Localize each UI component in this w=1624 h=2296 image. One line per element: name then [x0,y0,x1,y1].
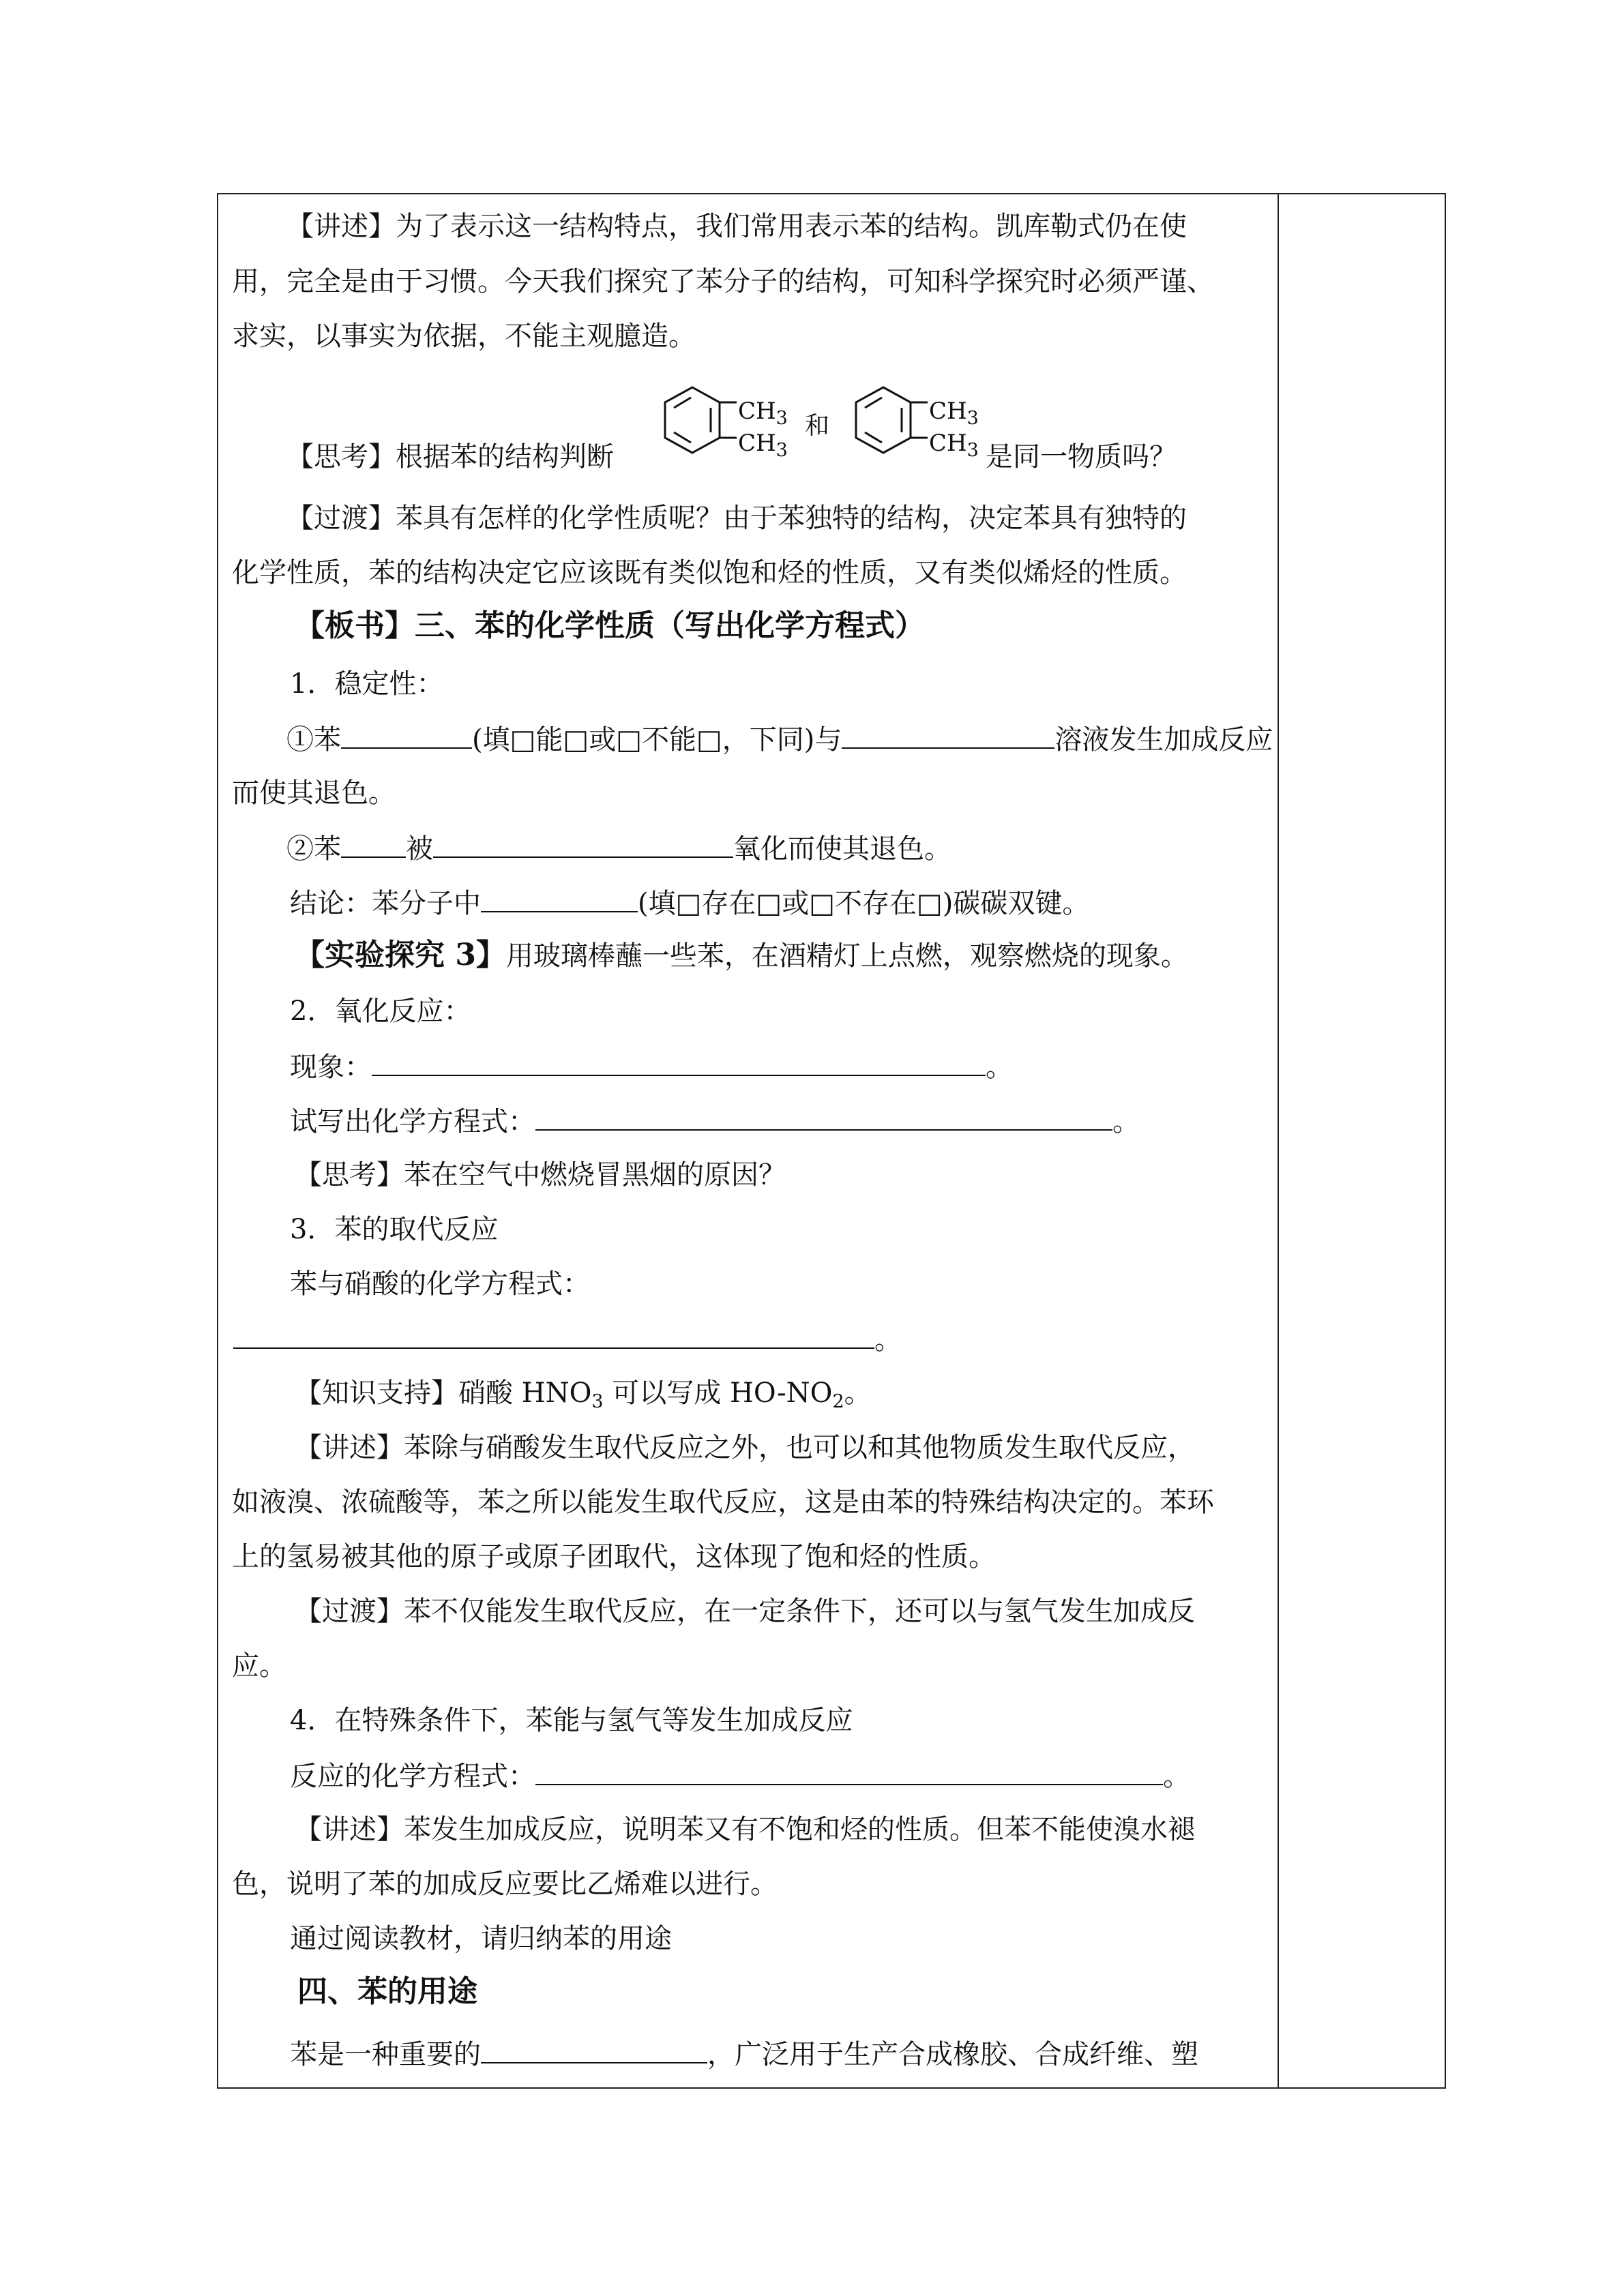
blank-1a-1[interactable] [341,721,472,749]
lecture-1-line-3: 求实，以事实为依据，不能主观臆造。 [232,320,696,352]
item-4-title: 4．在特殊条件下，苯能与氢气等发生加成反应 [290,1705,853,1736]
item-3-title: 3．苯的取代反应 [290,1214,499,1245]
think-1-suffix: 是同一物质吗？ [986,441,1177,473]
ch3-label-1b: $CH_3$ [738,430,788,461]
oxidation-equation-line: 试写出化学方程式： 。 [290,1103,1140,1139]
blank-oxidation-equation[interactable] [535,1103,1112,1131]
lecture-1-line-2: 用，完全是由于习惯。今天我们探究了苯分子的结构，可知科学探究时必须严谨、 [232,266,1214,297]
conclusion-line: 结论：苯分子中 (填□存在□或□不存在□)碳碳双键。 [290,885,1089,921]
knowledge-support-line: 【知识支持】硝酸 $HNO_3$ 可以写成 $HO-NO_2$。 [295,1377,872,1412]
transition-2-line-1: 【过渡】苯不仅能发生取代反应，在一定条件下，还可以与氢气发生加成反 [295,1596,1195,1627]
uses-line: 苯是一种重要的 ，广泛用于生产合成橡胶、合成纤维、塑 [290,2036,1198,2072]
transition-2-line-2: 应。 [232,1650,286,1682]
item-1a-line-2: 而使其退色。 [232,777,396,809]
blank-1a-2[interactable] [842,721,1054,749]
ch3-label-1a: $CH_3$ [738,398,788,429]
nitric-equation-blank-line: 。 [233,1322,902,1357]
nitric-equation-label: 苯与硝酸的化学方程式： [290,1268,590,1300]
section-heading-uses: 四、苯的用途 [297,1974,477,2009]
lecture-2-line-2: 如液溴、浓硫酸等，苯之所以能发生取代反应，这是由苯的特殊结构决定的。苯环 [232,1487,1214,1518]
blank-nitric-equation[interactable] [233,1322,874,1349]
table-column-divider [1278,193,1279,2089]
blank-uses[interactable] [481,2036,707,2063]
blank-phenomenon[interactable] [372,1049,986,1076]
blank-conclusion[interactable] [481,885,638,912]
reading-prompt: 通过阅读教材，请归纳苯的用途 [290,1923,672,1954]
item-2-title: 2．氧化反应： [290,996,471,1027]
lecture-2-line-1: 【讲述】苯除与硝酸发生取代反应之外，也可以和其他物质发生取代反应， [295,1432,1195,1463]
addition-equation-line: 反应的化学方程式： 。 [290,1758,1190,1793]
section-heading-chemical-properties: 【板书】三、苯的化学性质（写出化学方程式） [295,608,925,643]
lecture-1-line-1: 【讲述】为了表示这一结构特点，我们常用表示苯的结构。凯库勒式仍在使 [286,211,1187,242]
transition-1-line-1: 【过渡】苯具有怎样的化学性质呢？由于苯独特的结构，决定苯具有独特的 [286,503,1187,534]
ch3-label-2a: $CH_3$ [929,398,979,429]
think-1-and: 和 [805,412,830,440]
think-1-prefix: 【思考】根据苯的结构判断 [286,441,614,473]
phenomenon-line: 现象： 。 [290,1049,1013,1084]
think-2-line: 【思考】苯在空气中燃烧冒黑烟的原因？ [295,1159,786,1191]
item-1a-line: ①苯 (填□能□或□不能□，下同)与 溶液发生加成反应 [286,721,1273,757]
lecture-3-line-2: 色，说明了苯的加成反应要比乙烯难以进行。 [232,1868,778,1900]
item-1b-line: ②苯 被 氧化而使其退色。 [286,831,951,866]
lesson-table-frame [217,193,1446,2089]
transition-1-line-2: 化学性质，苯的结构决定它应该既有类似饱和烃的性质，又有类似烯烃的性质。 [232,557,1187,588]
lecture-3-line-1: 【讲述】苯发生加成反应，说明苯又有不饱和烃的性质。但苯不能使溴水褪 [295,1814,1195,1845]
ch3-label-2b: $CH_3$ [929,430,979,461]
lecture-2-line-3: 上的氢易被其他的原子或原子团取代，这体现了饱和烃的性质。 [232,1541,996,1572]
blank-1b-2[interactable] [433,831,733,858]
experiment-3-line: 【实验探究 3】用玻璃棒蘸一些苯，在酒精灯上点燃，观察燃烧的现象。 [295,938,1188,972]
item-1-title: 1．稳定性： [290,668,444,700]
blank-addition-equation[interactable] [535,1758,1163,1785]
blank-1b-1[interactable] [341,831,406,858]
